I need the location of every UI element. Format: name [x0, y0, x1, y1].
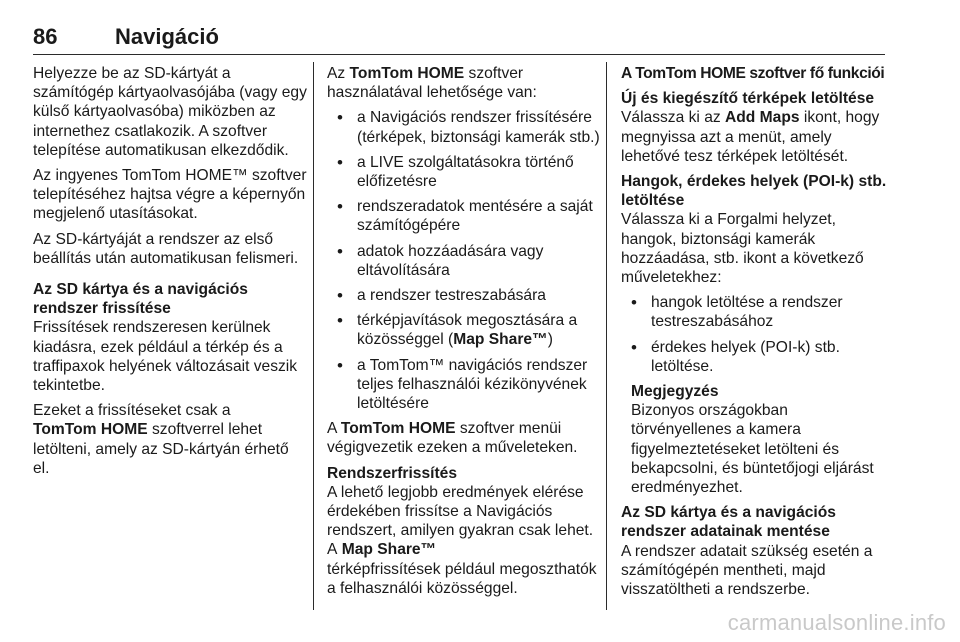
- list-item: • a Navigációs rendszer frissítésére (térképek, biztonsági kamerák stb.): [327, 108, 601, 146]
- text: Ezeket a frissítéseket csak a: [33, 402, 231, 420]
- note-title: Megjegyzés: [631, 383, 719, 401]
- column-1: [33, 64, 307, 484]
- column-3: [621, 64, 889, 605]
- section-block: [621, 89, 889, 166]
- note-text: Bizonyos országokban törvényellenes a kamera figyelmeztetéseket letölteni és bekapcsolni, és büntetőjogi eljárást eredményezhet.: [631, 402, 874, 497]
- column-divider-1: [313, 62, 314, 610]
- product-name: TomTom HOME: [340, 420, 456, 438]
- column-divider-2: [606, 62, 607, 610]
- product-name: Map Share™: [453, 331, 548, 349]
- text: A: [327, 420, 337, 438]
- note-box: [621, 382, 889, 497]
- section-block: [621, 172, 889, 287]
- product-name: Add Maps: [725, 109, 800, 127]
- paragraph: Frissítések rendszeresen kerülnek kiadásra, ezek például a térkép és a traffipaxok helyének változásait veszik tekintetbe.: [33, 319, 298, 395]
- text: Válassza ki az: [621, 109, 721, 127]
- text: térképfrissítések például megoszthatók a felhasználói közösséggel.: [327, 560, 597, 597]
- section-heading: Hangok, érdekes helyek (POI-k) stb. letöltése: [621, 173, 887, 210]
- text: szoftver használatával lehetősége van:: [327, 65, 537, 102]
- list-item: • a TomTom™ navigációs rendszer teljes felhasználói kézikönyvének letöltésére: [327, 356, 601, 414]
- section-block: [621, 503, 889, 599]
- section-block: [621, 64, 889, 83]
- section-block: [33, 280, 307, 395]
- page-header: [33, 24, 885, 55]
- paragraph: Az ingyenes TomTom HOME™ szoftver telepítéséhez hajtsa végre a képernyőn megjelenő utasításokat.: [33, 167, 307, 223]
- section-heading: A TomTom HOME szoftver fő funkciói: [621, 65, 885, 82]
- product-name: Map Share™: [341, 541, 437, 559]
- product-name: TomTom HOME: [349, 65, 465, 82]
- note: [631, 382, 889, 497]
- paragraph: A rendszer adatait szükség esetén a számítógépén mentheti, majd visszatöltheti a rendszerbe.: [621, 542, 873, 599]
- section-heading: Új és kiegészítő térképek letöltése: [621, 90, 875, 108]
- list-item: • a rendszer testreszabására: [327, 286, 601, 305]
- paragraph: Válassza ki a Forgalmi helyzet, hangok, biztonsági kamerák hozzáadása, stb. ikont a következő műveletekhez:: [621, 211, 864, 287]
- page-title: Navigáció: [115, 24, 219, 49]
- page-number: 86: [33, 24, 58, 49]
- download-list: [621, 293, 889, 376]
- paragraph: [33, 401, 307, 478]
- section-heading: Rendszerfrissítés: [327, 464, 458, 482]
- section-heading: Az SD kártya és a navigációs rendszer adatainak mentése: [621, 504, 836, 541]
- watermark: carmanualsonline.info: [727, 610, 946, 635]
- list-item: • hangok letöltése a rendszer testreszabásához: [621, 293, 889, 331]
- list-item: • a LIVE szolgáltatásokra történő előfizetésre: [327, 153, 601, 191]
- feature-list: [327, 108, 601, 413]
- text: A lehető legjobb eredmények elérése érdekében frissítse a Navigációs rendszert, amilyen gyakran csak lehet. A: [327, 483, 594, 559]
- paragraph: [327, 419, 601, 457]
- paragraph: Helyezze be az SD-kártyát a számítógép kártyaolvasójába (vagy egy külső kártyaolvasóba) miközben az internethez csatlakozik. A szoftver telepítése automatikusan elkezdődik.: [33, 65, 307, 159]
- list-item: • érdekes helyek (POI-k) stb. letöltése.: [621, 338, 889, 376]
- paragraph: Az SD-kártyáját a rendszer az első beállítás után automatikusan felismeri.: [33, 230, 299, 267]
- list-item: • adatok hozzáadására vagy eltávolítására: [327, 242, 601, 280]
- text: ): [547, 331, 553, 349]
- section-heading: Az SD kártya és a navigációs rendszer frissítése: [33, 281, 248, 318]
- list-item: • rendszeradatok mentésére a saját számítógépére: [327, 197, 601, 235]
- text: szoftver menüi végigvezetik ezeken a műveleteken.: [327, 420, 578, 457]
- text: szoftverrel lehet letölteni, amely az SD-kártyán érhető el.: [33, 421, 289, 477]
- column-2: [327, 64, 601, 604]
- paragraph: [327, 64, 601, 102]
- list-item: [327, 311, 601, 349]
- product-name: TomTom HOME: [33, 421, 148, 439]
- section-block: [327, 464, 601, 598]
- text: Az: [327, 65, 346, 82]
- text: ikont, hogy megnyissa azt a menüt, amely lehetővé tesz térképek letöltését.: [621, 109, 880, 165]
- text: térképjavítások megosztására a közösséggel (: [357, 312, 578, 349]
